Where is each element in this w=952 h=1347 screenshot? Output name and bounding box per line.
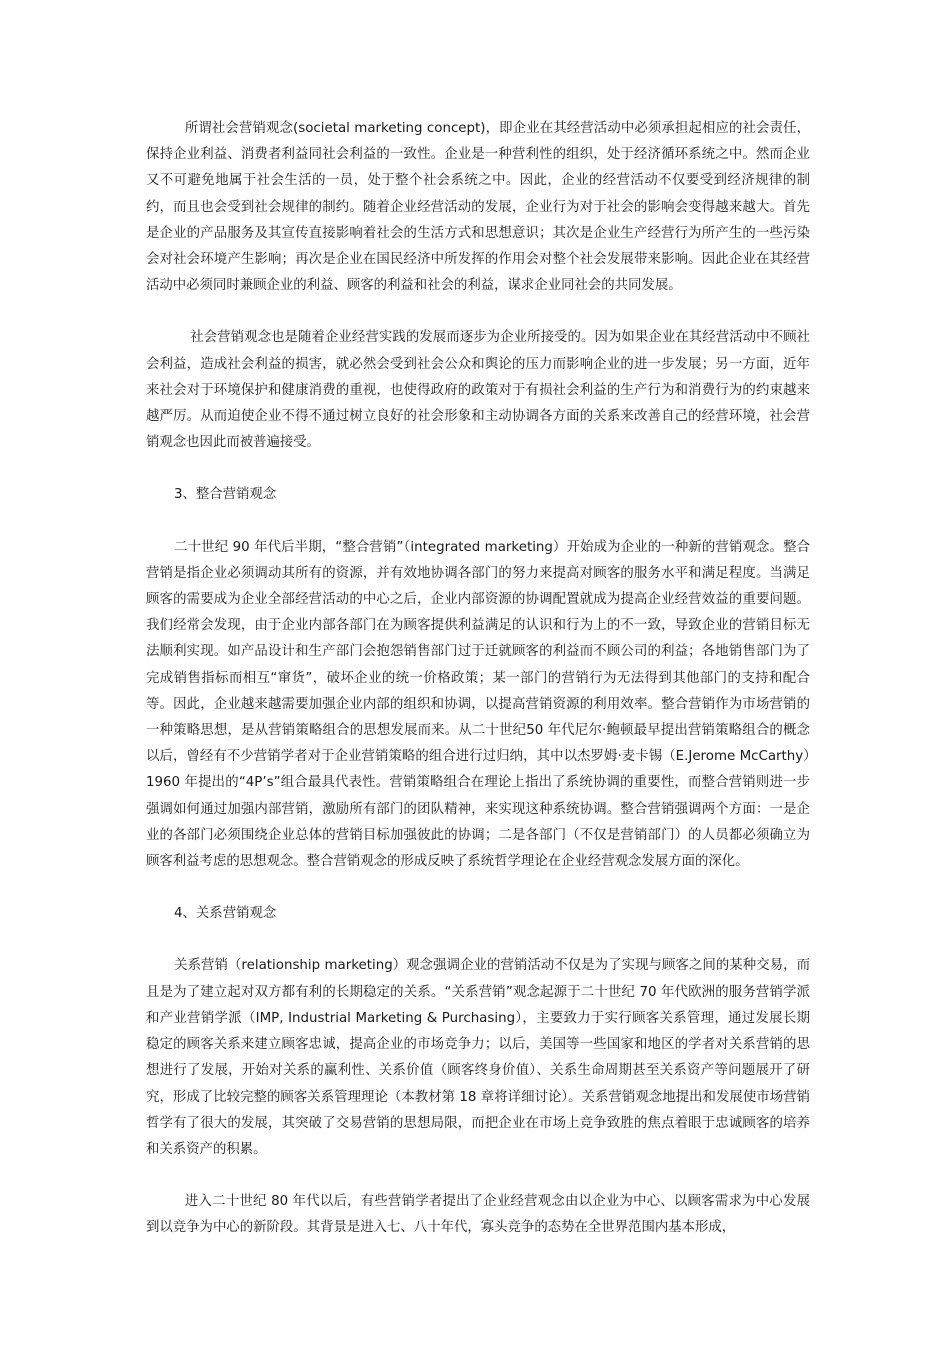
paragraph-societal-marketing-acceptance: 社会营销观念也是随着企业经营实践的发展而逐步为企业所接受的。因为如果企业在其经营活动中不顾社会利益，造成社会利益的损害，就必然会受到社会公众和舆论的压力而影响企业的进一步发展；另一方面，近年来社会对于环境保护和健康消费的重视，也使得政府的政策对于有损社会利益的生产行为和消费行为的约束越来越严厉。从而迫使企业不得不通过树立良好的社会形象和主动协调各方面的关系来改善自己的经营环境，社会营销观念也因此而被普遍接受。 — [146, 330, 810, 451]
paragraph-gap — [146, 456, 810, 482]
paragraph-gap — [146, 1163, 810, 1189]
paragraph-gap — [146, 509, 810, 535]
paragraph-competition-centered: 进入二十世纪 80 年代以后，有些营销学者提出了企业经营观念由以企业为中心、以顾客需求为中心发展到以竞争为中心的新阶段。其背景是进入七、八十年代，寡头竞争的态势在全世界范围内基本形成， — [146, 1194, 810, 1236]
document-page — [146, 116, 810, 1242]
paragraph-gap — [146, 927, 810, 953]
section-heading-integrated-marketing: 3、整合营销观念 — [174, 487, 277, 503]
paragraph-gap — [146, 875, 810, 901]
paragraph-societal-marketing: 所谓社会营销观念(societal marketing concept)，即企业在其经营活动中必须承担起相应的社会责任，保持企业利益、消费者利益同社会利益的一致性。企业是一种营利性的组织，处于经济循环系统之中。然而企业又不可避免地属于社会生活的一员，处于整个社会系统之中。因此，企业的经营活动不仅要受到经济规律的制约，而且也会受到社会规律的制约。随着企业经营活动的发展，企业行为对于社会的影响会变得越来越大。首先是企业的产品服务及其宣传直接影响着社会的生活方式和思想意识；其次是企业生产经营行为所产生的一些污染会对社会环境产生影响；再次是企业在国民经济中所发挥的作用会对整个社会发展带来影响。因此企业在其经营活动中必须同时兼顾企业的利益、顾客的利益和社会的利益，谋求企业同社会的共同发展。 — [146, 121, 810, 294]
paragraph-gap — [146, 299, 810, 325]
section-heading-relationship-marketing: 4、关系营销观念 — [174, 906, 277, 922]
paragraph-relationship-marketing: 关系营销（relationship marketing）观念强调企业的营销活动不仅是为了实现与顾客之间的某种交易，而且是为了建立起对双方都有利的长期稳定的关系。“关系营销”观念起源于二十世纪 70 年代欧洲的服务营销学派和产业营销学派（IMP, Industrial Marketing & Purchasing），主要致力于实行顾客关系管理，通过发展长期稳定的顾客关系来建立顾客忠诚，提高企业的市场竞争力；以后，美国等一些国家和地区的学者对关系营销的思想进行了发展，开始对关系的赢利性、关系价值（顾客终身价值）、关系生命周期甚至关系资产等问题展开了研究，形成了比较完整的顾客关系管理理论（本教材第 18 章将详细讨论）。关系营销观念地提出和发展使市场营销哲学有了很大的发展，其突破了交易营销的思想局限，而把企业在市场上竞争致胜的焦点着眼于忠诚顾客的培养和关系资产的积累。 — [146, 958, 810, 1157]
paragraph-integrated-marketing: 二十世纪 90 年代后半期，“整合营销”（integrated marketing）开始成为企业的一种新的营销观念。整合营销是指企业必须调动其所有的资源，并有效地协调各部门的努力来提高对顾客的服务水平和满足程度。当满足顾客的需要成为企业全部经营活动的中心之后，企业内部资源的协调配置就成为提高企业经营效益的重要问题。我们经常会发现，由于企业内部各部门在为顾客提供利益满足的认识和行为上的不一致，导致企业的营销目标无法顺利实现。如产品设计和生产部门会抱怨销售部门过于迁就顾客的利益而不顾公司的利益；各地销售部门为了完成销售指标而相互“窜货”，破坏企业的统一价格政策；某一部门的营销行为无法得到其他部门的支持和配合等。因此，企业越来越需要加强企业内部的组织和协调，以提高营销资源的利用效率。整合营销作为市场营销的一种策略思想，是从营销策略组合的思想发展而来。从二十世纪50 年代尼尔·鲍顿最早提出营销策略组合的概念以后，曾经有不少营销学者对于企业营销策略的组合进行过归纳，其中以杰罗姆·麦卡锡（E.Jerome McCarthy）1960 年提出的“4P’s”组合最具代表性。营销策略组合在理论上指出了系统协调的重要性，而整合营销则进一步强调如何通过加强内部营销，激励所有部门的团队精神，来实现这种系统协调。整合营销强调两个方面：一是企业的各部门必须围绕企业总体的营销目标加强彼此的协调；二是各部门（不仅是营销部门）的人员都必须确立为顾客利益考虑的思想观念。整合营销观念的形成反映了系统哲学理论在企业经营观念发展方面的深化。 — [146, 539, 810, 870]
